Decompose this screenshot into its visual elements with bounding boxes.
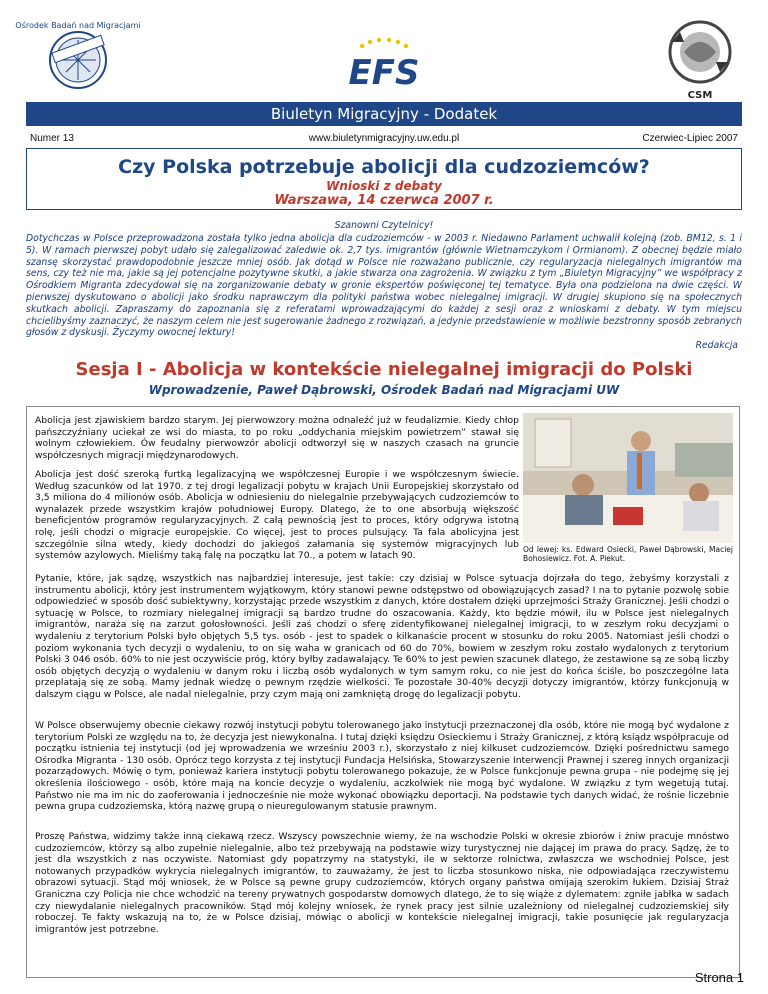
logo-bar (0, 0, 768, 102)
osrodek-logo (15, 14, 141, 98)
title-box (26, 148, 742, 210)
article-paragraph: W Polsce obserwujemy obecnie ciekawy rozwój instytucji pobytu tolerowanego jako instytucji przeznaczonej dla osób, które nie mogą być wydalone z terytorium Polski ze względu na to, że decyzja jest niewykonalna. I tutaj dzięki księdzu Osieckiemu i Straży Granicznej, z którą ksiądz współpracuje od początku istnienia tej instytucji (od jej wprowadzenia we wrześniu 2003 r.), skorzystało z niej kilkuset cudzoziemców. Dzięki pośrednictwu samego Ośrodka Migranta - 130 osób. Oprócz tego korzysta z tej instytucji Fundacja Helsińska, Stowarzyszenie Interwencji Prawnej i szereg innych organizacji pozarządowych. Mówię o tym, ponieważ kariera instytucji pobytu tolerowanego pokazuje, że w Polsce funkcjonuje pewna grupa - nie podejmę się jej określenia ilościowego - osób, które mają na koncie decyzje o wydaleniu, aczkolwiek nie mogą być wydalone. W związku z tym wegetują tutaj. Państwo nie ma im nic do zaoferowania i jednocześnie nie może wykonać obowiązku deportacji. Na podstawie tych danych widać, że rośnie liczebnie pewna grupa cudzoziemska, którą nazwę grupą o nieuregulowanym statusie prawnym. (35, 720, 729, 813)
svg-text:CSM: CSM (687, 90, 713, 101)
article-paragraph: Proszę Państwa, widzimy także inną ciekawą rzecz. Wszyscy powszechnie wiemy, że na wschodzie Polski w okresie zbiorów i żniw pracuje mnóstwo cudzoziemców, którzy są albo zupełnie nielegalnie, albo też przebywają na podstawie wizy turystycznej nie dającej im prawa do pracy. Sądzę, że to jest dla wszystkich z nas oczywiste. Natomiast gdy popatrzymy na statystyki, ile w sektorze rolnictwa, zwłaszcza we wschodniej Polsce, jest notowanych przypadków wykrycia nielegalnych imigrantów, to zauważamy, że jest to liczba stosunkowo niska, nie odpowiadająca rzeczywistemu obrazowi sytuacji. Stąd mój wniosek, że w Polsce są pewne grupy cudzoziemców, których organy państwa omijają szerokim łukiem. Dzisiaj Straż Graniczna czy Policja nie chce wchodzić na tereny prywatnych gospodarstw domowych dlatego, że to się wiąże z dylematem: zgniłe jabłka w sadach czy niewydalanie nielegalnych pracowników. Stąd mój kolejny wniosek, że rynek pracy jest silnie uzależniony od nielegalnej cudzoziemskiej siły roboczej. Te fakty wskazują na to, że w Polsce dzisiaj, mówiąc o abolicji w kontekście nielegalnej imigracji, takie posunięcie jak regularyzacja imigrantów jest potrzebne. (35, 831, 729, 935)
session-title: Sesja I - Abolicja w kontekście nielegalnej imigracji do Polski (75, 359, 693, 380)
efs-logo (336, 38, 432, 98)
main-title: Czy Polska potrzebuje abolicji dla cudzoziemców? (118, 156, 650, 178)
intro-greeting: Szanowni Czytelnicy! (334, 220, 434, 231)
session-subtitle: Wprowadzenie, Paweł Dąbrowski, Ośrodek Badań nad Migracjami UW (148, 383, 620, 397)
article-paragraph: Pytanie, które, jak sądzę, wszystkich nas najbardziej interesuje, jest takie: czy dzisiaj w Polsce sytuacja dojrzała do tego, żebyśmy korzystali z instrumentu abolicji, który jest instrumentem wyjątkowym, który stanowi pewne odstępstwo od obowiązujących zasad? I na to pytanie pozwolę sobie odpowiedzieć w sposób dość subiektywny, korzystając przede wszystkim z danych, które dostałem dzięki uprzejmości Straży Granicznej. Jeśli chodzi o sytuację w Polsce, to rozmiary nielegalnej imigracji są bardzo trudne do oszacowania. Każdy, kto będzie mówił, ilu w Polsce jest nielegalnych imigrantów, naraża się na zarzut gołosłowności. Jeśli zaś chodzi o sferę zidentyfikowanej nielegalnej imigracji, to w zeszłym roku decyzjami o wydaleniu z terytorium Polski było objętych 5,5 tys. osób - jest to spadek o kilkanaście procent w stosunku do roku 2005. Natomiast jeśli chodzi o poziom wykonania tych decyzji o wydaleniu, to on się waha w granicach od 60 do 70%, bowiem w zeszłym roku zostało wydalonych z terytorium Polski 3 046 osób. 60% to nie jest oczywiście próg, który byłby zadawalający. Te 60% to jest pewien szacunek dlatego, że zestawione są ze sobą liczby osób objętych decyzją o wydaleniu w danym roku i liczbą osób wydalonych w tym samym roku, co nie jest do końca ściśle, bo poszczególne lata przeplatają się ze sobą. Mamy jednak wiedzę o pewnym rzędzie wielkości. Te pozostałe 30-40% decyzji dotyczy imigrantów, którzy funkcjonują w dalszym ciągu w Polsce, ale nadal nielegalnie, przy czym mają oni zamkniętą drogę do legalizacji pobytu. (35, 573, 729, 700)
article-box (26, 406, 740, 978)
photo-caption: Od lewej: ks. Edward Osiecki, Paweł Dąbrowski, Maciej Bohosiewicz. Fot. A. Piekut. (523, 545, 733, 563)
page-number: Strona 1 (694, 970, 744, 985)
svg-text:Ośrodek Badań nad Migracjami: Ośrodek Badań nad Migracjami (15, 21, 141, 30)
svg-text:EFS: EFS (348, 53, 420, 93)
issue-number: Numer 13 (30, 133, 74, 144)
debate-subtitle: Wnioski z debaty (326, 179, 442, 193)
csm-logo (660, 12, 740, 104)
debate-photo (523, 413, 733, 543)
issue-date: Czerwiec-Lipiec 2007 (642, 133, 738, 144)
editor-signature: Redakcja (695, 340, 738, 351)
website-url[interactable]: www.biuletynmigracyjny.uw.edu.pl (308, 133, 460, 144)
article-paragraph: Abolicja jest zjawiskiem bardzo starym. Jej pierwowzory można odnaleźć już w feudalizmie. Kiedy chłop pańszczyźniany uciekał ze wsi do miasta, to po roku „oddychania miejskim powietrzem” stawał się wolnym człowiekiem. Ów feudalny pierwowzór abolicji odtworzył się w naszych czasach na gruncie współczesnych migracji międzynarodowych. (35, 415, 519, 461)
article-paragraph: Abolicja jest dość szeroką furtką legalizacyjną we współczesnej Europie i we współczesnym świecie. Według szacunków od lat 1970. z tej drogi legalizacji pobytu w krajach Unii Europejskiej skorzystało od 3,5 miliona do 4 milionów osób. Abolicja w odniesieniu do nielegalnie przebywających cudzoziemców to wynalazek przede wszystkim krajów południowej Europy. Dlatego, że to one absorbują większość beneficjentów programów regularyzacyjnych. Z całą pewnością jest to proces, który odgrywa istotną rolę, jeśli chodzi o migracje europejskie. Co więcej, jest to proces pulsujący. Ta fala abolicyjna jest szczególnie silna wtedy, kiedy dochodzi do jakiegoś załamania się systemów migracyjnych lub systemów azylowych. Mieliśmy taką falę na początku lat 70., a potem w latach 90. (35, 469, 519, 562)
debate-date: Warszawa, 14 czerwca 2007 r. (274, 193, 494, 208)
newsletter-banner: Biuletyn Migracyjny - Dodatek (26, 102, 742, 126)
intro-text: Dotychczas w Polsce przeprowadzona została tylko jedna abolicja dla cudzoziemców - w 2003 r. Niedawno Parlament uchwalił kolejną (zob. BM12, s. 1 i 5). W ramach pierwszej pobyt udało się zalegalizować zaledwie ok. 2,7 tys. imigrantów (głównie Wietnamczykom i Ormianom). Z obecnej będzie miało szansę skorzystać prawdopodobnie jeszcze mniej osób. Jak dotąd w Polsce nie rozważano publicznie, czy regularyzacja nielegalnych imigrantów ma sens, czy też nie ma, jakie są jej potencjalne pozytywne skutki, a jakie stwarza ona zagrożenia. W związku z tym „Biuletyn Migracyjny” we współpracy z Ośrodkiem Migranta zdecydował się na zorganizowanie debaty w gronie ekspertów poświęconej tej tematyce. Była ona podzielona na dwie części. W pierwszej dyskutowano o abolicji jako środku naprawczym dla polityki państwa wobec nielegalnej imigracji. W drugiej skupiono się na społecznych skutkach abolicji. Zapraszamy do zapoznania się z referatami wprowadzającymi do każdej z sesji oraz z wnioskami z debaty. W tym miejscu chcielibyśmy zaznaczyć, że naszym celem nie jest sugerowanie żadnego z rozwiązań, a jedynie przedstawienie w możliwie bezstronny sposób zebranych głosów z dyskusji. Życzymy owocnej lektury! (26, 233, 742, 339)
